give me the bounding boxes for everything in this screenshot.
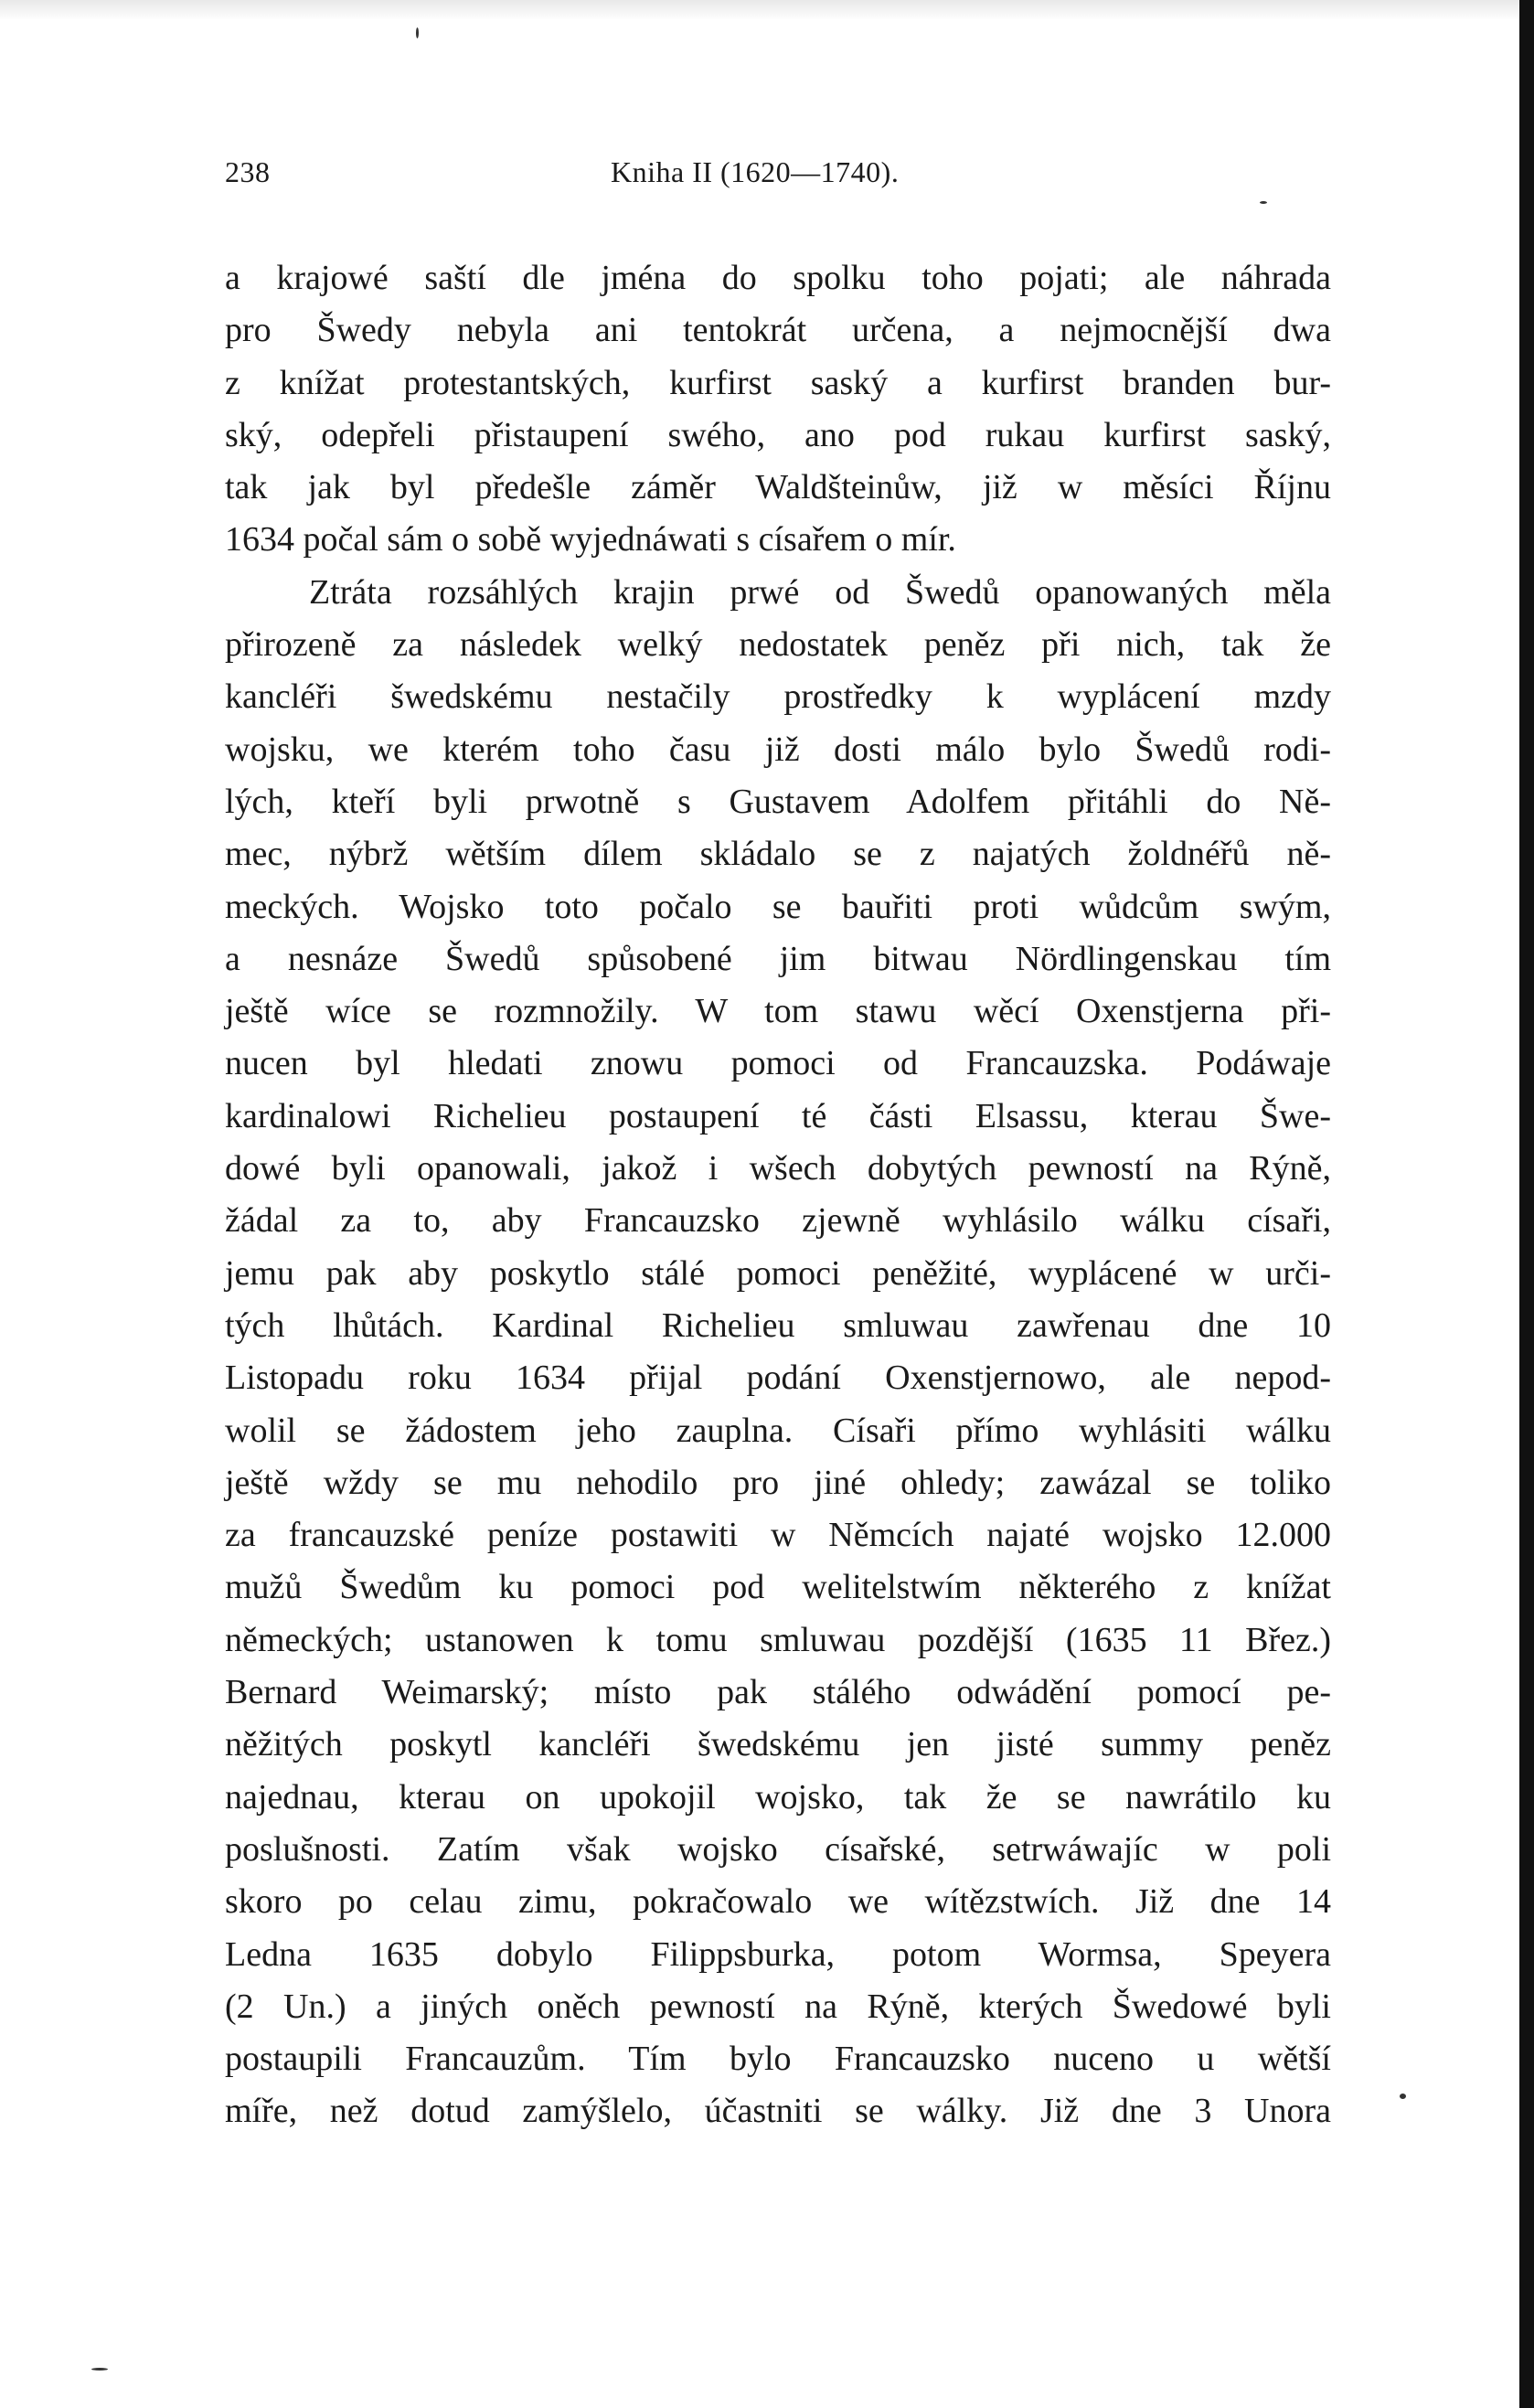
text-line: Ledna 1635 dobylo Filippsburka, potom Wormsa, Speyera [225, 1934, 1331, 1974]
text-line: a krajowé saští dle jména do spolku toho pojati; ale náhrada [225, 259, 1331, 297]
text-line: meckých. Wojsko toto počalo se bauřiti proti wůdcům swým, [225, 887, 1331, 926]
text-line: ský, odepřeli přistaupení swého, ano pod rukau kurfirst saský, [225, 415, 1331, 454]
text-line: žádal za to, aby Francauzsko zjewně wyhlásilo wálku císaři, [225, 1201, 1331, 1241]
text-line: (2 Un.) a jiných oněch pewností na Rýně, kterých Šwedowé byli [225, 1987, 1331, 2026]
text-line: ještě wždy se mu nehodilo pro jiné ohledy; zawázal se toliko [225, 1463, 1331, 1502]
running-head-title: Kniha II (1620—1740). [611, 155, 900, 188]
text-line: něžitých poskytl kancléři šwedskému jen jisté summy peněz [225, 1725, 1331, 1764]
text-line: německých; ustanowen k tomu smluwau pozdější (1635 11 Břez.) [225, 1620, 1331, 1659]
text-line: pro Šwedy nebyla ani tentokrát určena, a nejmocnější dwa [225, 311, 1331, 350]
text-line: míře, než dotud zamýšlelo, účastniti se wálky. Již dne 3 Unora [225, 2092, 1331, 2131]
body-text [225, 252, 1331, 2138]
text-line: kancléři šwedskému nestačily prostředky k wyplácení mzdy [225, 677, 1331, 717]
text-line: Bernard Weimarský; místo pak stálého odwádění pomocí pe- [225, 1673, 1331, 1712]
text-line: postaupili Francauzům. Tím bylo Francauzsko nuceno u wětší [225, 2040, 1331, 2079]
text-line: ještě wíce se rozmnožily. W tom stawu wěcí Oxenstjerna při- [225, 992, 1331, 1031]
text-line: nucen byl hledati znowu pomoci od Francauzska. Podáwaje [225, 1044, 1331, 1083]
text-line: a nesnáze Šwedů spůsobené jim bitwau Nördlingenskau tím [225, 939, 1331, 978]
scan-speck [1400, 2094, 1406, 2099]
text-line: za francauzské peníze postawiti w Němcích najaté wojsko 12.000 [225, 1516, 1331, 1555]
text-line: Ztráta rozsáhlých krajin prwé od Šwedů opanowaných měla [309, 572, 1331, 612]
text-line: Listopadu roku 1634 přijal podání Oxenstjernowo, ale nepod- [225, 1358, 1331, 1398]
text-line: 1634 počal sám o sobě wyjednáwati s císařem o mír. [225, 520, 956, 559]
text-line: kardinalowi Richelieu postaupení té části Elsassu, kterau Šwe- [225, 1096, 1331, 1135]
scan-top-shadow [0, 0, 1519, 20]
text-line: najednau, kterau on upokojil wojsko, tak že se nawrátilo ku [225, 1777, 1331, 1817]
page-number: 238 [225, 155, 271, 188]
text-line: wojsku, we kterém toho času již dosti málo bylo Šwedů rodi- [225, 730, 1331, 769]
text-line: z knížat protestantských, kurfirst saský a kurfirst branden bur- [225, 363, 1331, 402]
text-line: dowé byli opanowali, jakož i wšech dobytých pewností na Rýně, [225, 1149, 1331, 1188]
text-line: mec, nýbrž wětším dílem skládalo se z najatých žoldnéřů ně- [225, 835, 1331, 874]
scan-speck [91, 2368, 108, 2371]
text-line: poslušnosti. Zatím však wojsko císařské, setrwáwajíc w poli [225, 1829, 1331, 1869]
book-page [225, 155, 1331, 2138]
text-line: mužů Šwedům ku pomoci pod welitelstwím některého z knížat [225, 1568, 1331, 1607]
running-head [225, 155, 1331, 210]
text-line: přirozeně za následek welký nedostatek peněz při nich, tak že [225, 625, 1331, 665]
text-line: wolil se žádostem jeho zauplna. Císaři přímo wyhlásiti wálku [225, 1411, 1331, 1450]
text-line: lých, kteří byli prwotně s Gustavem Adolfem přitáhli do Ně- [225, 782, 1331, 821]
text-line: tých lhůtách. Kardinal Richelieu smluwau zawřenau dne 10 [225, 1305, 1331, 1345]
scan-right-border [1519, 0, 1534, 2408]
text-line: skoro po celau zimu, pokračowalo we wítězstwích. Již dne 14 [225, 1882, 1331, 1922]
text-line: tak jak byl předešle záměr Waldšteinůw, již w měsíci Říjnu [225, 468, 1331, 507]
text-line: jemu pak aby poskytlo stálé pomoci peněžité, wyplácené w urči- [225, 1253, 1331, 1293]
scan-speck [416, 27, 419, 38]
